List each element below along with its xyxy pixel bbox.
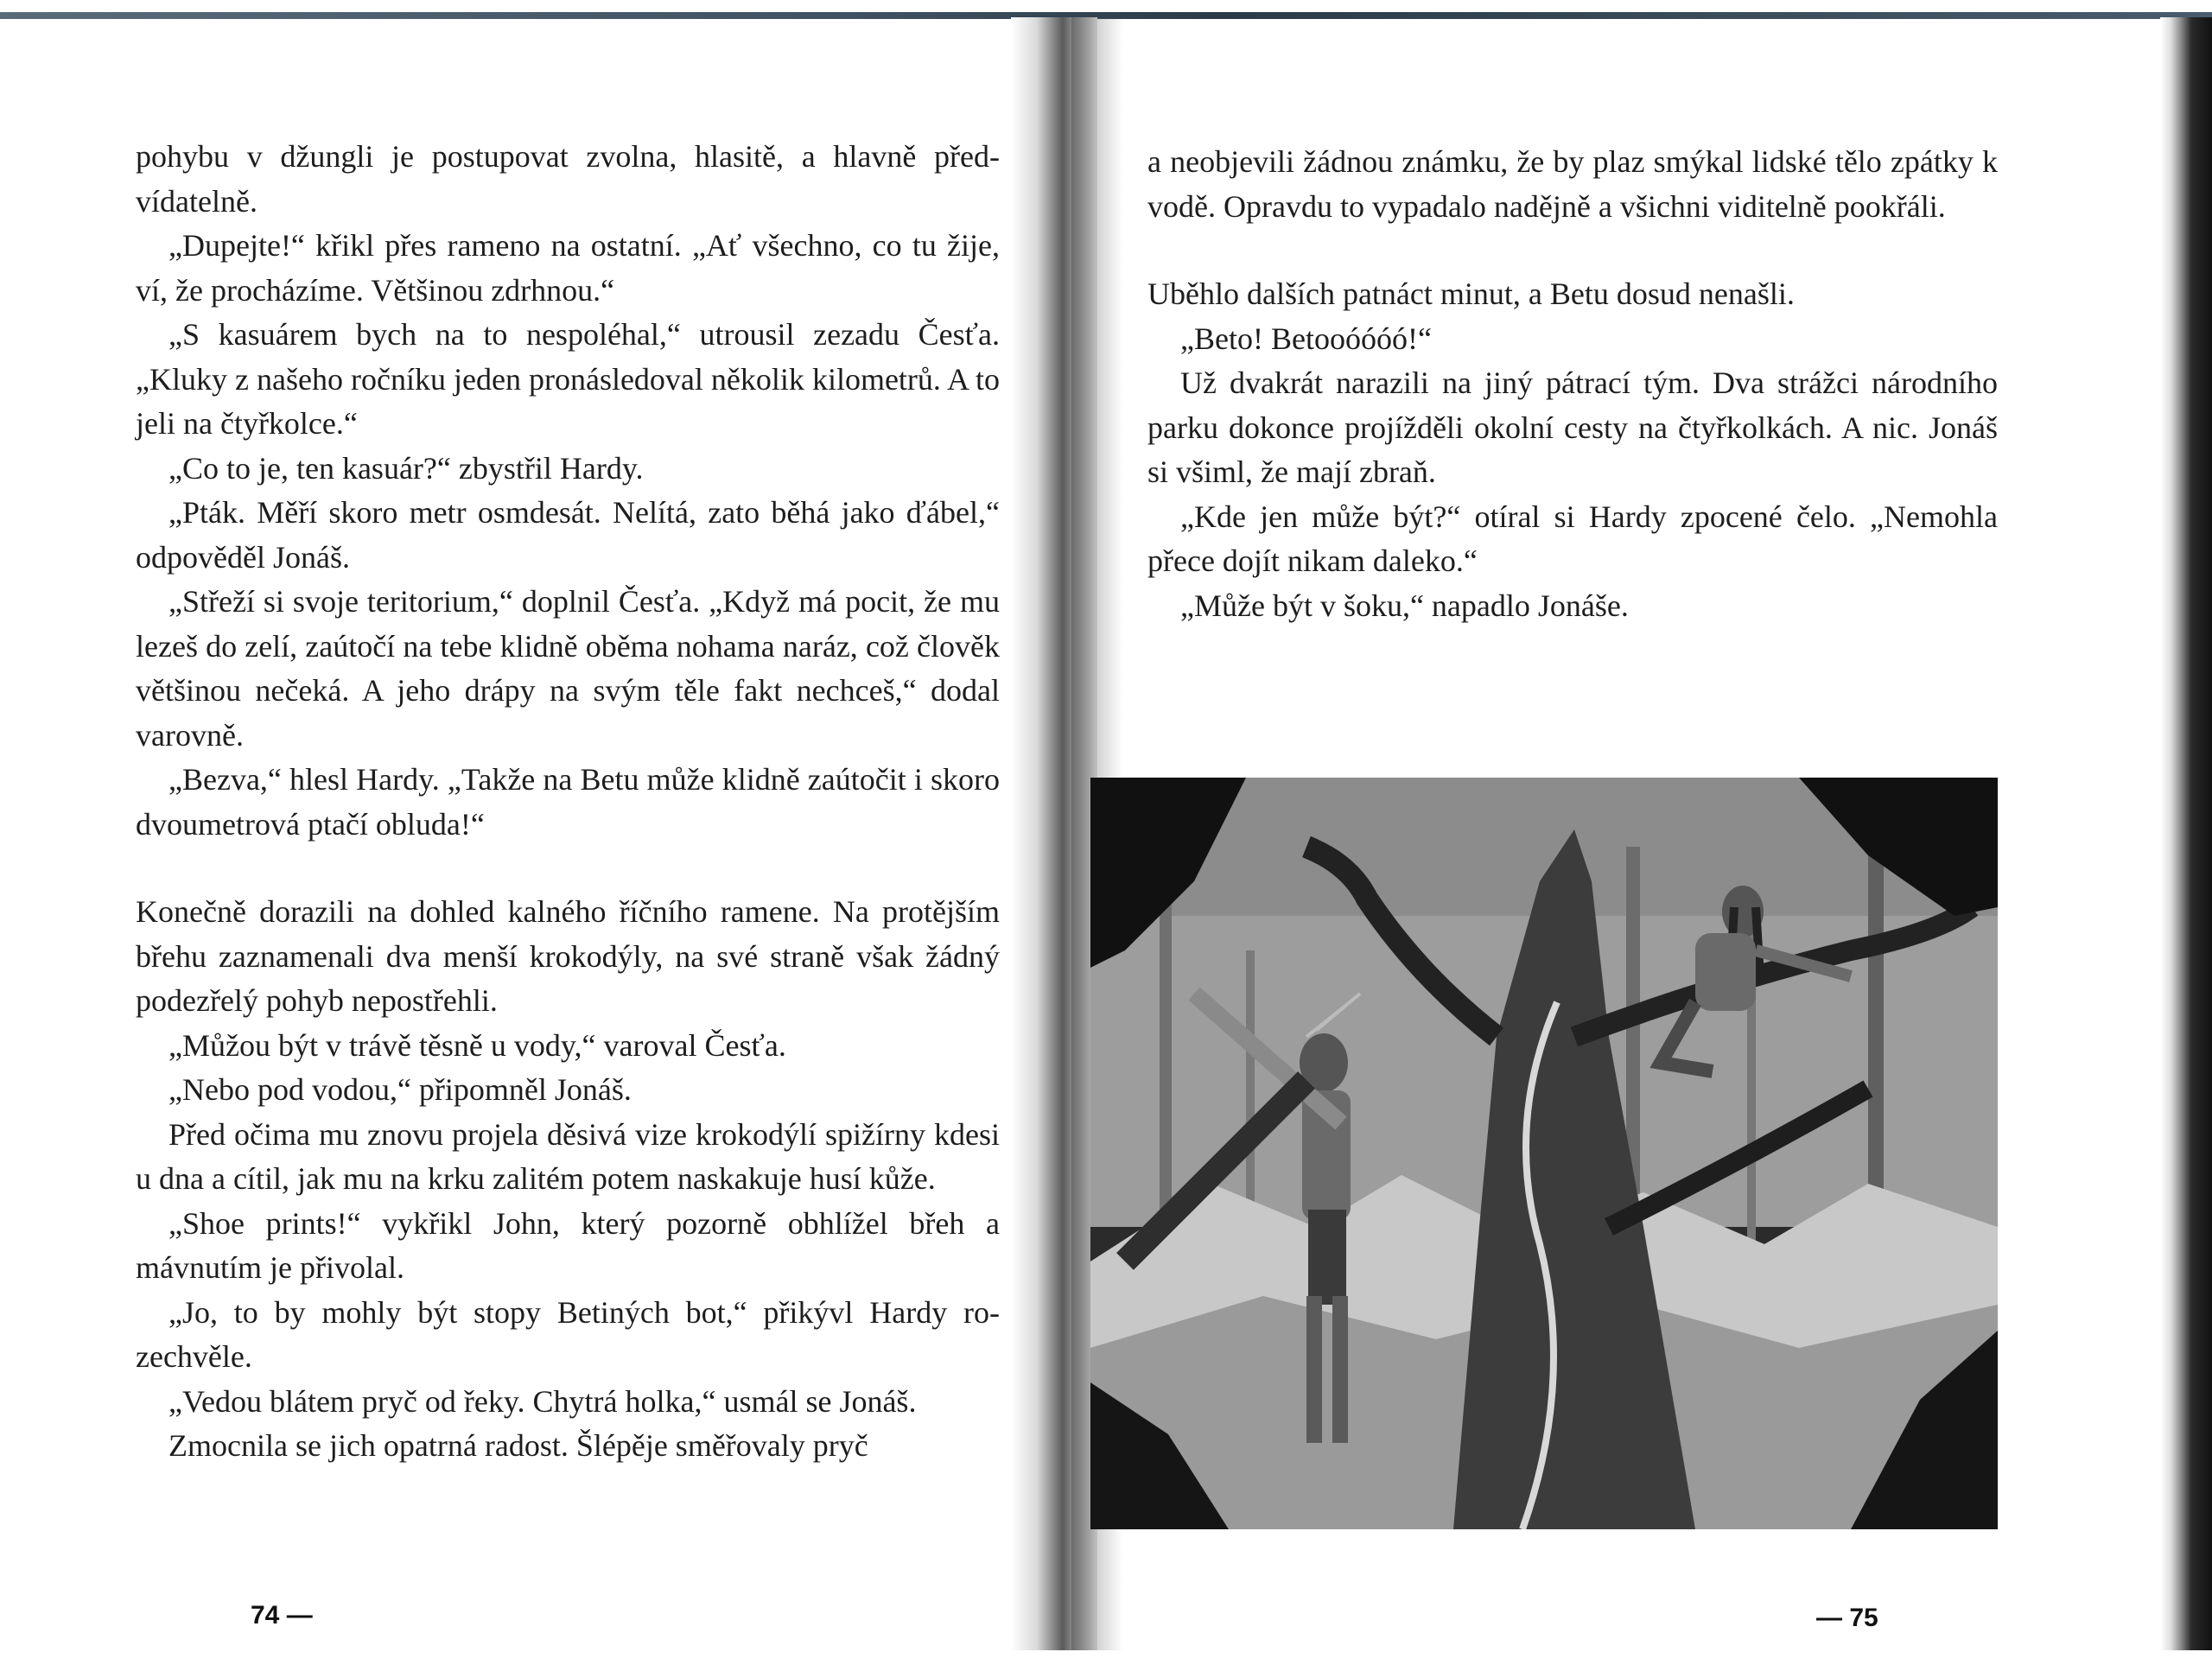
paragraph: „Střeží si svoje teritorium,“ doplnil Česťa. „Když má pocit, že mu lezeš do zelí, zaútočí na tebe klidně oběma nohama naráz, což člověk většinou nečeká. A jeho drápy na svým těle fakt nechceš,“ dodal varovně.: [136, 584, 1000, 753]
jungle-illustration: [1090, 778, 1998, 1529]
paragraph: „Vedou blátem pryč od řeky. Chytrá holka,“ usmál se Jonáš.: [168, 1383, 917, 1419]
paragraph: Před očima mu znovu projela děsivá vize krokodýlí spižírny kdesi u dna a cítil, jak mu na krku zalitém potem naskakuje husí kůže.: [136, 1116, 1000, 1196]
paragraph: „Můžou být v trávě těsně u vody,“ varoval Česťa.: [168, 1027, 786, 1063]
illustration-art: [1090, 778, 1998, 1529]
paragraph: „Bezva,“ hlesl Hardy. „Takže na Betu může klidně zaútočit i skoro dvoumetrová ptačí obluda!“: [136, 762, 1000, 842]
left-page-text: [136, 135, 1000, 1469]
paragraph: „Co to je, ten kasuár?“ zbystřil Hardy.: [168, 450, 644, 486]
page-bottom-margin: [0, 1650, 2212, 1671]
paragraph: Uběhlo dalších patnáct minut, a Betu dosud nenašli.: [1147, 276, 1795, 311]
paragraph: Zmocnila se jich opatrná radost. Šlépěje směřovaly pryč: [168, 1428, 868, 1463]
book-right-edge: [2160, 17, 2212, 1671]
paragraph: Konečně dorazili na dohled kalného říčního ramene. Na protějším břehu zaznamenali dva menší krokodýly, na své straně však žádný podezřelý pohyb nepostřehli.: [136, 894, 1000, 1018]
paragraph: pohybu v džungli je postupovat zvolna, hlasitě, a hlavně předvídatelně.: [136, 139, 1000, 219]
paragraph: „Kde jen může být?“ otíral si Hardy zpocené čelo. „Nemohla přece dojít nikam daleko.“: [1147, 499, 1998, 578]
paragraph: „Nebo pod vodou,“ připomněl Jonáš.: [168, 1072, 632, 1107]
page-number-right: — 75: [1816, 1604, 1878, 1632]
paragraph: Už dvakrát narazili na jiný pátrací tým. Dva strážci národního parku dokonce projížděli okolní cesty na čtyřkolkách. A nic. Jonáš si všiml, že mají zbraň.: [1147, 365, 1998, 489]
paragraph: „S kasuárem bych na to nespoléhal,“ utrousil zezadu Česťa. „Kluky z našeho ročníku jeden pronásledoval několik kilometrů. A to jeli na čtyřkolce.“: [136, 317, 1000, 441]
paragraph: „Jo, to by mohly být stopy Betiných bot,“ přikývl Hardy rozechvěle.: [136, 1294, 1000, 1374]
paragraph: „Pták. Měří skoro metr osmdesát. Nelítá, zato běhá jako ďábel,“ odpověděl Jonáš.: [136, 495, 1000, 575]
paragraph: „Beto! Betooóóóó!“: [1180, 321, 1432, 356]
paragraph: „Může být v šoku,“ napadlo Jonáše.: [1180, 588, 1629, 623]
paragraph: „Shoe prints!“ vykřikl John, který pozorně obhlížel břeh a mávnutím je přivolal.: [136, 1205, 1000, 1285]
page-number-left: 74 —: [251, 1601, 313, 1630]
paragraph: a neobjevili žádnou známku, že by plaz smýkal lidské tělo zpátky k vodě. Opravdu to vypadalo nadějně a všichni viditelně pookřáli.: [1147, 144, 1998, 224]
paragraph: „Dupejte!“ křikl přes rameno na ostatní. „Ať všechno, co tu žije, ví, že procházíme. Většinou zdrhnou.“: [136, 228, 1000, 308]
right-page-text: [1147, 140, 1998, 628]
